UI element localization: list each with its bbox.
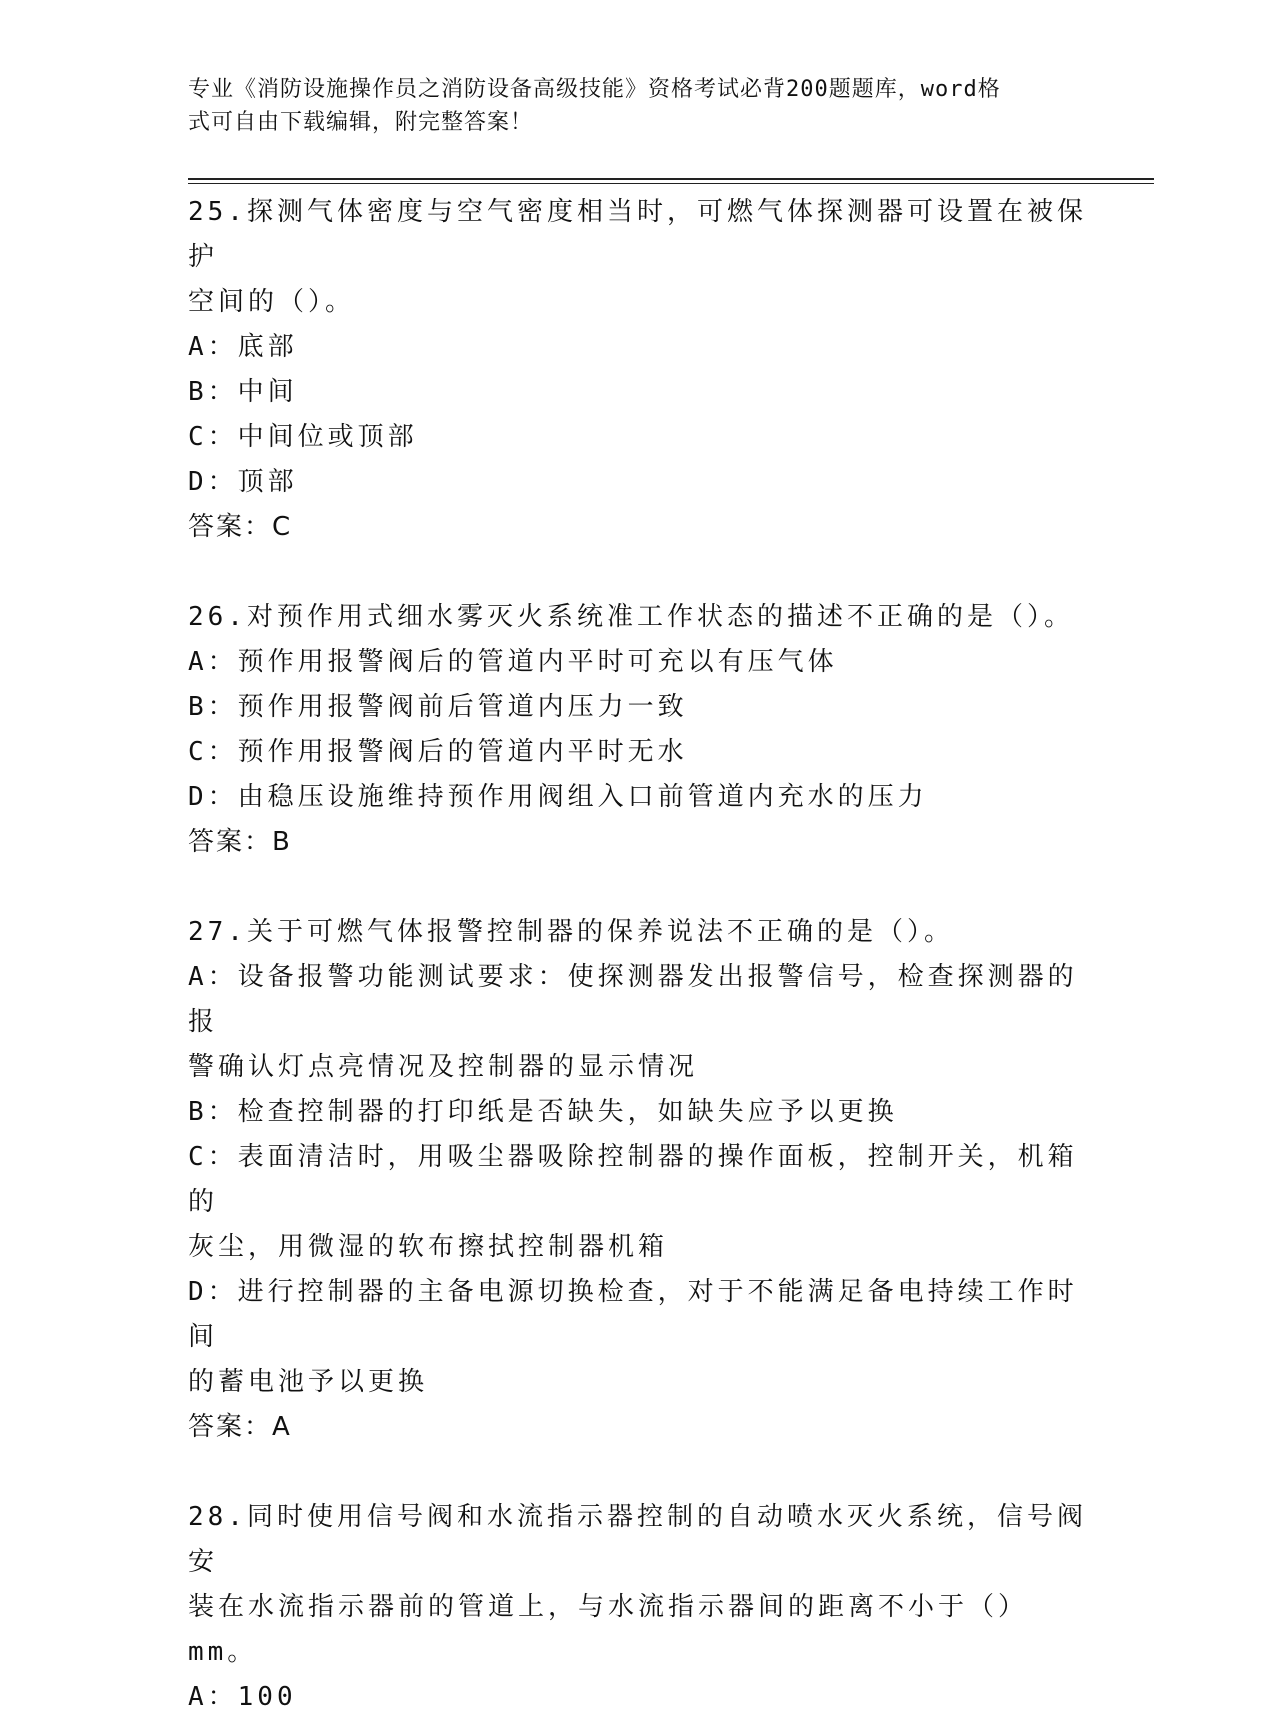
answer-option-line: 的蓄电池予以更换 — [188, 1367, 429, 1397]
answer-key: 答案：A — [188, 1412, 292, 1442]
answer-option-line: B：检查控制器的打印纸是否缺失，如缺失应予以更换 — [188, 1097, 898, 1127]
answer-key: 答案：B — [188, 827, 292, 857]
question-stem-line: 27.关于可燃气体报警控制器的保养说法不正确的是（）。 — [188, 917, 954, 947]
answer-key: 答案：C — [188, 512, 293, 542]
answer-option-line: 灰尘，用微湿的软布擦拭控制器机箱 — [188, 1232, 669, 1262]
answer-option-line: A：100 — [188, 1682, 297, 1712]
answer-option-line: B：预作用报警阀前后管道内压力一致 — [188, 692, 688, 722]
question-block — [188, 595, 1088, 865]
answer-option-line: C：中间位或顶部 — [188, 422, 418, 452]
question-stem-line: 25.探测气体密度与空气密度相当时，可燃气体探测器可设置在被保护 — [188, 197, 1087, 272]
question-block — [188, 1495, 1088, 1720]
question-stem-line: 空间的（）。 — [188, 287, 356, 317]
question-stem-line: 26.对预作用式细水雾灭火系统准工作状态的描述不正确的是（）。 — [188, 602, 1074, 632]
answer-option-line: C：预作用报警阀后的管道内平时无水 — [188, 737, 688, 767]
question-stem-line: 28.同时使用信号阀和水流指示器控制的自动喷水灭火系统，信号阀安 — [188, 1502, 1087, 1577]
document-header — [188, 73, 1068, 139]
header-divider-thick — [188, 178, 1154, 180]
question-stem-line: 装在水流指示器前的管道上，与水流指示器间的距离不小于（）mm。 — [188, 1592, 1029, 1667]
header-divider-thin — [188, 183, 1154, 184]
answer-option-line: A：底部 — [188, 332, 298, 362]
answer-option-line: A：预作用报警阀后的管道内平时可充以有压气体 — [188, 647, 838, 677]
answer-option-line: D：顶部 — [188, 467, 298, 497]
answer-option-line: C：表面清洁时，用吸尘器吸除控制器的操作面板，控制开关，机箱的 — [188, 1142, 1078, 1217]
answer-option-line: D：由稳压设施维持预作用阀组入口前管道内充水的压力 — [188, 782, 928, 812]
question-block — [188, 190, 1088, 550]
question-block — [188, 910, 1088, 1450]
answer-option-line: B：中间 — [188, 377, 298, 407]
answer-option-line: D：进行控制器的主备电源切换检查，对于不能满足备电持续工作时间 — [188, 1277, 1078, 1352]
question-list — [188, 190, 1088, 1720]
answer-option-line: A：设备报警功能测试要求：使探测器发出报警信号，检查探测器的报 — [188, 962, 1078, 1037]
header-line-2: 式可自由下载编辑，附完整答案！ — [188, 110, 534, 135]
answer-option-line: 警确认灯点亮情况及控制器的显示情况 — [188, 1052, 699, 1082]
header-line-1: 专业《消防设施操作员之消防设备高级技能》资格考试必背200题题库，word格 — [188, 77, 1001, 102]
